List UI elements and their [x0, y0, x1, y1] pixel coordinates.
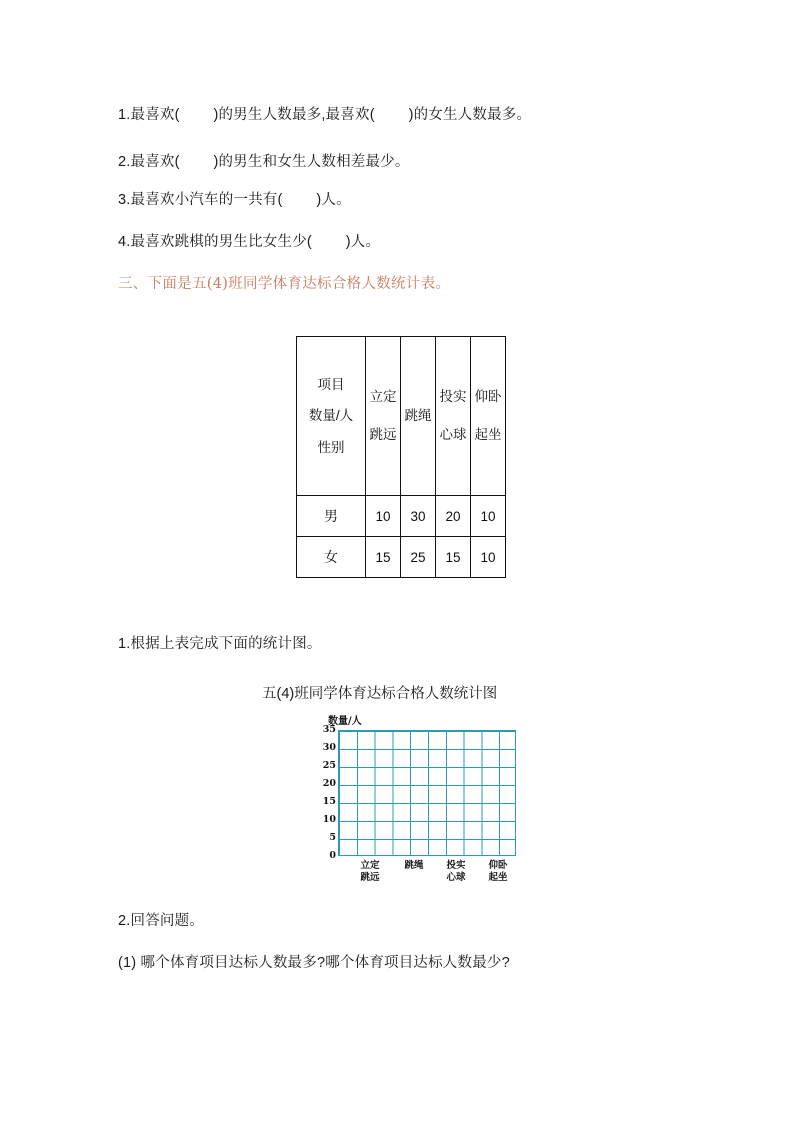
- chart-y-axis-ticks: [310, 724, 336, 861]
- cell-female-rope-skipping: 25: [401, 537, 436, 578]
- header-line-bottom: 跳远: [369, 427, 397, 442]
- table-header-sit-ups: [471, 337, 506, 496]
- cell-male-sit-ups: 10: [471, 496, 506, 537]
- statistics-table: [296, 336, 506, 578]
- corner-line-quantity: 数量/人: [308, 408, 354, 424]
- table-header-rope-skipping: [401, 337, 436, 496]
- question-3: 3.最喜欢小汽车的一共有( )人。: [118, 192, 351, 208]
- cell-male-standing-long-jump: 10: [366, 496, 401, 537]
- chart-x-axis-labels: [338, 860, 516, 894]
- sub-question-2: 2.回答问题。: [118, 913, 204, 929]
- corner-line-project: 项目: [317, 377, 345, 393]
- x-label-line-top: 仰卧: [488, 860, 508, 871]
- row-label-female: 女: [297, 537, 366, 578]
- chart-plot-grid: [338, 730, 516, 856]
- cell-female-shot-put: 15: [436, 537, 471, 578]
- table-row: [297, 496, 506, 537]
- chart-title: 五(4)班同学体育达标合格人数统计图: [262, 686, 498, 702]
- sub-question-2-1: (1) 哪个体育项目达标人数最多?哪个体育项目达标人数最少?: [118, 955, 510, 971]
- x-label-standing-long-jump: [348, 860, 392, 884]
- cell-male-shot-put: 20: [436, 496, 471, 537]
- y-tick: 5: [329, 832, 336, 843]
- statistics-chart: [310, 712, 540, 882]
- x-label-line-top: 立定: [360, 860, 380, 871]
- x-label-sit-ups: [476, 860, 520, 884]
- question-4: 4.最喜欢跳棋的男生比女生少( )人。: [118, 234, 381, 250]
- section-heading-three: 三、下面是五(4)班同学体育达标合格人数统计表。: [118, 276, 451, 292]
- corner-line-gender: 性别: [317, 439, 345, 455]
- table-header-standing-long-jump: [366, 337, 401, 496]
- header-line-top: 投实: [439, 389, 467, 405]
- header-line-top: 仰卧: [474, 389, 502, 405]
- x-label-line-top: 跳绳: [404, 860, 424, 871]
- table-row: [297, 537, 506, 578]
- row-label-male: 男: [297, 496, 366, 537]
- y-tick: 20: [322, 778, 336, 789]
- question-1: 1.最喜欢( )的男生人数最多,最喜欢( )的女生人数最多。: [118, 107, 532, 123]
- y-tick: 10: [322, 814, 336, 825]
- sub-question-1: 1.根据上表完成下面的统计图。: [118, 636, 322, 652]
- table-corner-cell: [297, 337, 366, 496]
- x-label-line-bottom: 跳远: [360, 871, 380, 883]
- x-label-line-top: 投实: [446, 860, 466, 871]
- table-header-row: [297, 337, 506, 496]
- header-line-bottom: 起坐: [474, 427, 502, 442]
- cell-female-sit-ups: 10: [471, 537, 506, 578]
- x-label-rope-skipping: [392, 860, 436, 872]
- chart-y-axis-label: 数量/人: [328, 716, 362, 727]
- x-label-line-bottom: 心球: [446, 871, 466, 883]
- x-label-shot-put: [434, 860, 478, 884]
- table-header-shot-put: [436, 337, 471, 496]
- y-tick: 25: [322, 760, 336, 771]
- statistics-table-container: [296, 336, 506, 578]
- x-label-line-bottom: 起坐: [488, 871, 508, 883]
- header-line-single: 跳绳: [404, 408, 432, 424]
- header-line-bottom: 心球: [439, 427, 467, 442]
- cell-female-standing-long-jump: 15: [366, 537, 401, 578]
- y-tick: 15: [322, 796, 336, 807]
- y-tick: 30: [322, 742, 336, 753]
- y-tick: 0: [329, 850, 336, 861]
- header-line-top: 立定: [369, 389, 397, 405]
- cell-male-rope-skipping: 30: [401, 496, 436, 537]
- question-2: 2.最喜欢( )的男生和女生人数相差最少。: [118, 154, 410, 170]
- y-tick: 35: [322, 724, 336, 735]
